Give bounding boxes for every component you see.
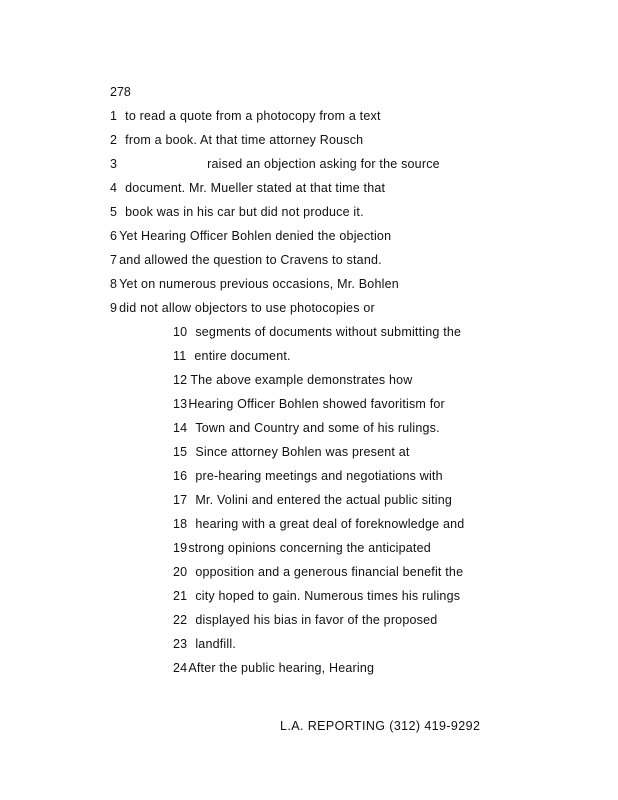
line-text: Town and Country and some of his rulings. [195, 421, 440, 435]
line-number: 20 [173, 565, 188, 579]
transcript-line [173, 493, 452, 507]
transcript-line [173, 373, 413, 387]
line-text: displayed his bias in favor of the proposed [195, 613, 438, 627]
transcript-line [173, 565, 463, 579]
line-number: 13 [173, 397, 188, 411]
transcript-line [110, 229, 391, 243]
line-text: did not allow objectors to use photocopies or [119, 301, 375, 315]
line-text: opposition and a generous financial benefit the [195, 565, 464, 579]
transcript-line [173, 397, 445, 411]
line-number: 9 [110, 301, 118, 315]
line-text: Yet on numerous previous occasions, Mr. Bohlen [119, 277, 399, 291]
line-number: 19 [173, 541, 188, 555]
line-number: 23 [173, 637, 188, 651]
transcript-line [110, 301, 375, 315]
line-text: Yet Hearing Officer Bohlen denied the objection [119, 229, 392, 243]
transcript-line [173, 661, 374, 675]
transcript-line [173, 445, 410, 459]
line-number: 15 [173, 445, 188, 459]
transcript-line [173, 349, 291, 363]
line-text: After the public hearing, Hearing [188, 661, 375, 675]
line-number: 21 [173, 589, 188, 603]
line-number: 16 [173, 469, 188, 483]
transcript-line [110, 205, 364, 219]
line-text: from a book. At that time attorney Rousch [125, 133, 364, 147]
transcript-line [173, 589, 460, 603]
line-text: city hoped to gain. Numerous times his rulings [195, 589, 461, 603]
reporter-footer: L.A. REPORTING (312) 419-9292 [280, 719, 481, 733]
transcript-line [173, 517, 464, 531]
line-number: 17 [173, 493, 188, 507]
line-text: and allowed the question to Cravens to stand. [119, 253, 382, 267]
line-number: 3 [110, 157, 118, 171]
line-number: 5 [110, 205, 118, 219]
line-number: 11 [173, 349, 187, 363]
line-number: 12 [173, 373, 188, 387]
line-number: 8 [110, 277, 118, 291]
line-number: 24 [173, 661, 188, 675]
line-text: strong opinions concerning the anticipated [188, 541, 431, 555]
line-number: 6 [110, 229, 118, 243]
line-text: Since attorney Bohlen was present at [195, 445, 410, 459]
line-text: segments of documents without submitting the [195, 325, 462, 339]
transcript-line [173, 637, 236, 651]
line-number: 10 [173, 325, 188, 339]
line-number: 22 [173, 613, 188, 627]
line-text: book was in his car but did not produce it. [125, 205, 364, 219]
transcript-line [110, 133, 363, 147]
transcript-line [110, 157, 440, 171]
line-text: Mr. Volini and entered the actual public siting [195, 493, 453, 507]
line-text: hearing with a great deal of foreknowledge and [195, 517, 465, 531]
transcript-line [173, 469, 443, 483]
transcript-line [173, 613, 437, 627]
transcript-line [110, 109, 381, 123]
line-number: 2 [110, 133, 118, 147]
line-number: 14 [173, 421, 188, 435]
page-number: 278 [110, 85, 131, 99]
line-number: 1 [110, 109, 118, 123]
transcript-line [110, 253, 382, 267]
line-text: document. Mr. Mueller stated at that time that [125, 181, 386, 195]
transcript-line [110, 277, 399, 291]
line-text: pre-hearing meetings and negotiations with [195, 469, 443, 483]
line-text: entire document. [194, 349, 291, 363]
line-text: landfill. [195, 637, 237, 651]
line-number: 4 [110, 181, 118, 195]
line-number: 7 [110, 253, 118, 267]
transcript-line [173, 421, 440, 435]
transcript-line [173, 325, 461, 339]
line-number: 18 [173, 517, 188, 531]
line-text: Hearing Officer Bohlen showed favoritism for [188, 397, 445, 411]
transcript-line [173, 541, 431, 555]
line-text: The above example demonstrates how [190, 373, 413, 387]
line-text: raised an objection asking for the source [207, 157, 440, 171]
transcript-line [110, 181, 385, 195]
line-text: to read a quote from a photocopy from a text [125, 109, 381, 123]
